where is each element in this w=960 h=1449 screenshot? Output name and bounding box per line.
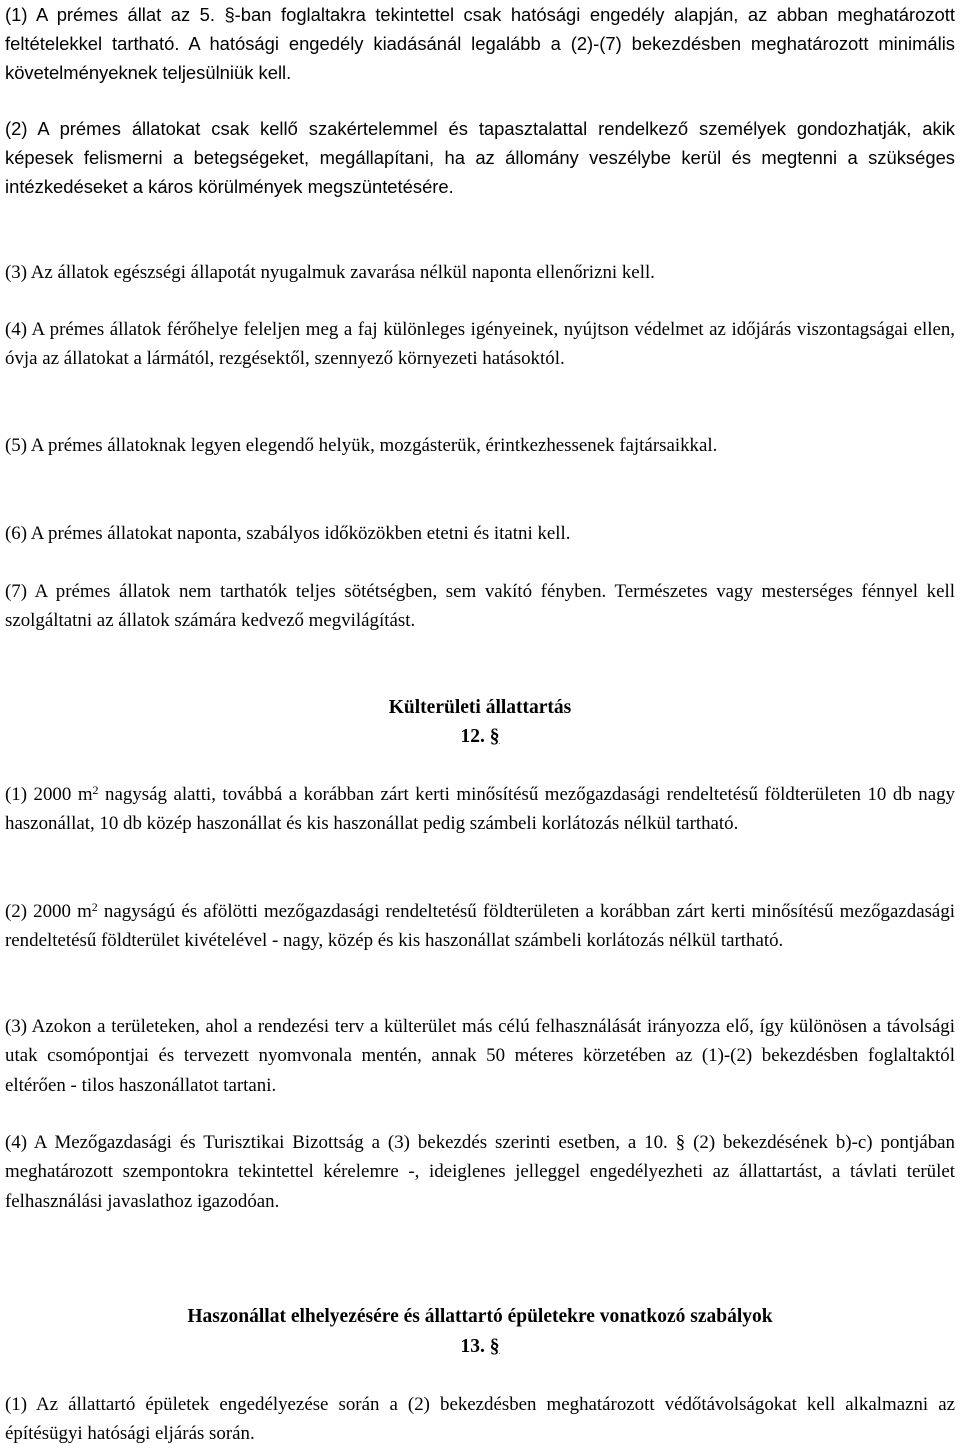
- paragraph-13-1: (1) Az állattartó épületek engedélyezése során a (2) bekezdésben meghatározott védőtávolságokat kell alkalmazni az építésügyi hatósági eljárás során.: [5, 1394, 955, 1445]
- paragraph-12-3: (3) Azokon a területeken, ahol a rendezési terv a külterület más célú felhasználását irányozza elő, így különösen a távolsági utak csomópontjai és tervezett nyomvonala mentén, annak 50 méteres körzetében az (1)-(2) bekezdésben foglaltaktól eltérően - tilos haszonállatot tartani.: [5, 1016, 955, 1096]
- section-13-number-text: 13.: [460, 1336, 485, 1357]
- paragraph-11-4: (4) A prémes állatok férőhelye feleljen meg a faj különleges igényeinek, nyújtson védelmet az időjárás viszontagságai ellen, óvja az állatokat a lármától, rezgésektől, szennyező környezeti hatásoktól.: [5, 319, 955, 370]
- paragraph-11-6: (6) A prémes állatokat naponta, szabályos időközökben etetni és itatni kell.: [5, 523, 571, 544]
- paragraph-11-5: (5) A prémes állatoknak legyen elegendő helyük, mozgásterük, érintkezhessenek fajtársaikkal.: [5, 435, 718, 456]
- superscript-2: 2: [91, 900, 98, 914]
- paragraph-11-1: (1) A prémes állat az 5. §-ban foglaltakra tekintettel csak hatósági engedély alapján, az abban meghatározott feltételekkel tartható. A hatósági engedély kiadásánál legalább a (2)-(7) bekezdésben meghatározott minimális követelményeknek teljesülniük kell.: [5, 4, 955, 84]
- section-13-number: [0, 1332, 960, 1361]
- section-sign: §: [489, 1336, 500, 1357]
- paragraph-11-2: (2) A prémes állatokat csak kellő szakértelemmel és tapasztalattal rendelkező személyek gondozhatják, akik képesek felismerni a betegségeket, megállapítani, ha az állomány veszélybe kerül és megtenni a szükséges intézkedéseket a káros körülmények megszüntetésére.: [5, 118, 955, 198]
- section-12-number: [0, 722, 960, 751]
- paragraph-12-4: (4) A Mezőgazdasági és Turisztikai Bizottság a (3) bekezdés szerinti esetben, a 10. § (2) bekezdésének b)-c) pontjában meghatározott szempontokra tekintettel kérelemre -, ideiglenes jelleggel engedélyezheti az állattartást, a távlati terület felhasználási javaslathoz igazodóan.: [5, 1132, 955, 1212]
- paragraph-12-1-start: (1) 2000 m: [5, 784, 93, 805]
- section-sign: §: [489, 726, 500, 747]
- paragraph-12-1-rest: nagyság alatti, továbbá a korábban zárt kerti minősítésű mezőgazdasági rendeltetésű földterületen 10 db nagy haszonállat, 10 db közép haszonállat és kis haszonállat pedig számbeli korlátozás nélkül tartható.: [5, 784, 955, 835]
- paragraph-12-2-start: (2) 2000 m: [5, 901, 92, 922]
- paragraph-12-1: [5, 780, 955, 839]
- paragraph-12-2: [5, 897, 955, 956]
- paragraph-11-3: (3) Az állatok egészségi állapotát nyugalmuk zavarása nélkül naponta ellenőrizni kell.: [5, 262, 655, 283]
- paragraph-12-2-rest: nagyságú és afölötti mezőgazdasági rendeltetésű földterületen a korábban zárt kerti minősítésű mezőgazdasági rendeltetésű földterület kivételével - nagy, közép és kis haszonállat számbeli korlátozás nélkül tartható.: [5, 901, 956, 952]
- section-13-title: Haszonállat elhelyezésére és állattartó épületekre vonatkozó szabályok: [187, 1306, 773, 1327]
- paragraph-11-7: (7) A prémes állatok nem tarthatók teljes sötétségben, sem vakító fényben. Természetes vagy mesterséges fénnyel kell szolgáltatni az állatok számára kedvező megvilágítást.: [5, 581, 955, 632]
- superscript-2: 2: [92, 783, 99, 797]
- section-12-number-text: 12.: [460, 726, 485, 747]
- section-12-title: Külterületi állattartás: [388, 697, 572, 718]
